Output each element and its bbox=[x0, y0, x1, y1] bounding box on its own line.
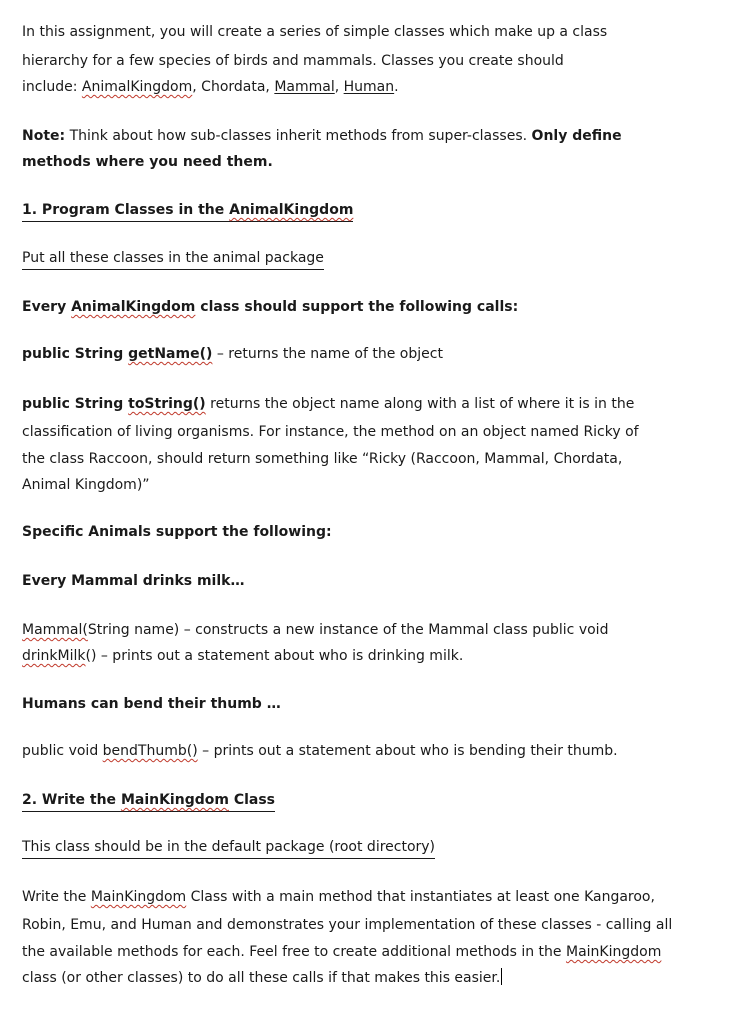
p1-word: MainKingdom bbox=[90, 889, 187, 905]
mammal-ctor-word: Mammal( bbox=[22, 622, 88, 638]
tostring-sig-prefix: public String bbox=[22, 396, 129, 412]
note-label: Note: bbox=[22, 128, 66, 144]
intro-line-1: In this assignment, you will create a series of simple classes which make up a class bbox=[22, 24, 608, 40]
section-2-heading-text bbox=[22, 790, 275, 812]
mammal-heading: Every Mammal drinks milk… bbox=[22, 573, 245, 589]
drinkmilk-rest: () – prints out a statement about who is drinking milk. bbox=[85, 648, 464, 664]
section-2-heading-word: MainKingdom bbox=[120, 792, 229, 808]
package-note-2-text: This class should be in the default package (root directory) bbox=[22, 837, 435, 859]
package-note-2 bbox=[22, 837, 435, 857]
p1-prefix: Write the bbox=[22, 889, 91, 905]
p1-rest: Class with a main method that instantiates at least one Kangaroo, bbox=[186, 889, 655, 905]
package-note-1-text: Put all these classes in the animal package bbox=[22, 248, 324, 270]
every-prefix: Every bbox=[22, 299, 72, 315]
note-line-2: methods where you need them. bbox=[22, 154, 273, 170]
getname-sig-word: getName() bbox=[128, 346, 213, 362]
p3-prefix: the available methods for each. Feel free to create additional methods in the bbox=[22, 944, 566, 960]
text-cursor bbox=[501, 968, 502, 985]
intro-prefix: include: bbox=[22, 79, 82, 95]
every-suffix: class should support the following calls: bbox=[195, 299, 519, 315]
tostring-sig-word: toString() bbox=[128, 396, 206, 412]
every-word: AnimalKingdom bbox=[71, 299, 196, 315]
tostring-line-1 bbox=[22, 394, 634, 414]
bendthumb-rest: – prints out a statement about who is bending their thumb. bbox=[197, 743, 618, 759]
getname-line bbox=[22, 344, 443, 364]
tostring-line-2: classification of living organisms. For instance, the method on an object named Ricky of bbox=[22, 424, 639, 440]
bendthumb-word: bendThumb() bbox=[102, 743, 198, 759]
note-line-1 bbox=[22, 126, 622, 146]
tostring-line-3: the class Raccoon, should return something like “Ricky (Raccoon, Mammal, Chordata, bbox=[22, 451, 623, 467]
mainkingdom-line-4 bbox=[22, 968, 502, 988]
intro-line-2: hierarchy for a few species of birds and mammals. Classes you create should bbox=[22, 53, 564, 69]
section-1-heading-word: AnimalKingdom bbox=[229, 202, 354, 218]
section-2-heading-suffix: Class bbox=[228, 792, 276, 808]
tostring-line-4: Animal Kingdom)” bbox=[22, 477, 150, 493]
p3-word: MainKingdom bbox=[565, 944, 662, 960]
mammal-ctor-line bbox=[22, 620, 608, 640]
animal-kingdom-ref: AnimalKingdom bbox=[81, 79, 193, 95]
section-1-heading-prefix: 1. Program Classes in the bbox=[22, 202, 230, 218]
note-bold-1: Only define bbox=[531, 128, 622, 144]
getname-desc: – returns the name of the object bbox=[212, 346, 443, 362]
tostring-desc-1: returns the object name along with a list of where it is in the bbox=[205, 396, 635, 412]
drinkmilk-word: drinkMilk bbox=[22, 648, 86, 664]
section-2-heading-prefix: 2. Write the bbox=[22, 792, 121, 808]
p4-text: class (or other classes) to do all these calls if that makes this easier. bbox=[22, 970, 501, 986]
intro-line-3 bbox=[22, 77, 399, 97]
mainkingdom-line-3 bbox=[22, 942, 661, 962]
getname-sig-prefix: public String bbox=[22, 346, 129, 362]
specific-animals-heading: Specific Animals support the following: bbox=[22, 524, 332, 540]
bendthumb-line bbox=[22, 741, 618, 761]
mammal-ref: Mammal bbox=[274, 79, 335, 95]
every-animal-heading bbox=[22, 297, 518, 317]
section-2-heading bbox=[22, 790, 275, 810]
intro-sep-1: , Chordata, bbox=[192, 79, 275, 95]
note-text: Think about how sub-classes inherit methods from super-classes. bbox=[65, 128, 532, 144]
intro-end: . bbox=[394, 79, 399, 95]
mammal-ctor-rest: String name) – constructs a new instance of the Mammal class public void bbox=[87, 622, 609, 638]
section-1-heading bbox=[22, 200, 353, 220]
intro-sep-2: , bbox=[334, 79, 344, 95]
mainkingdom-line-2: Robin, Emu, and Human and demonstrates your implementation of these classes - calling all bbox=[22, 917, 673, 933]
drinkmilk-line bbox=[22, 646, 463, 666]
package-note-1 bbox=[22, 248, 324, 268]
mainkingdom-line-1 bbox=[22, 887, 655, 907]
human-ref: Human bbox=[343, 79, 395, 95]
bendthumb-prefix: public void bbox=[22, 743, 103, 759]
human-heading: Humans can bend their thumb … bbox=[22, 696, 281, 712]
section-1-heading-text bbox=[22, 200, 353, 222]
